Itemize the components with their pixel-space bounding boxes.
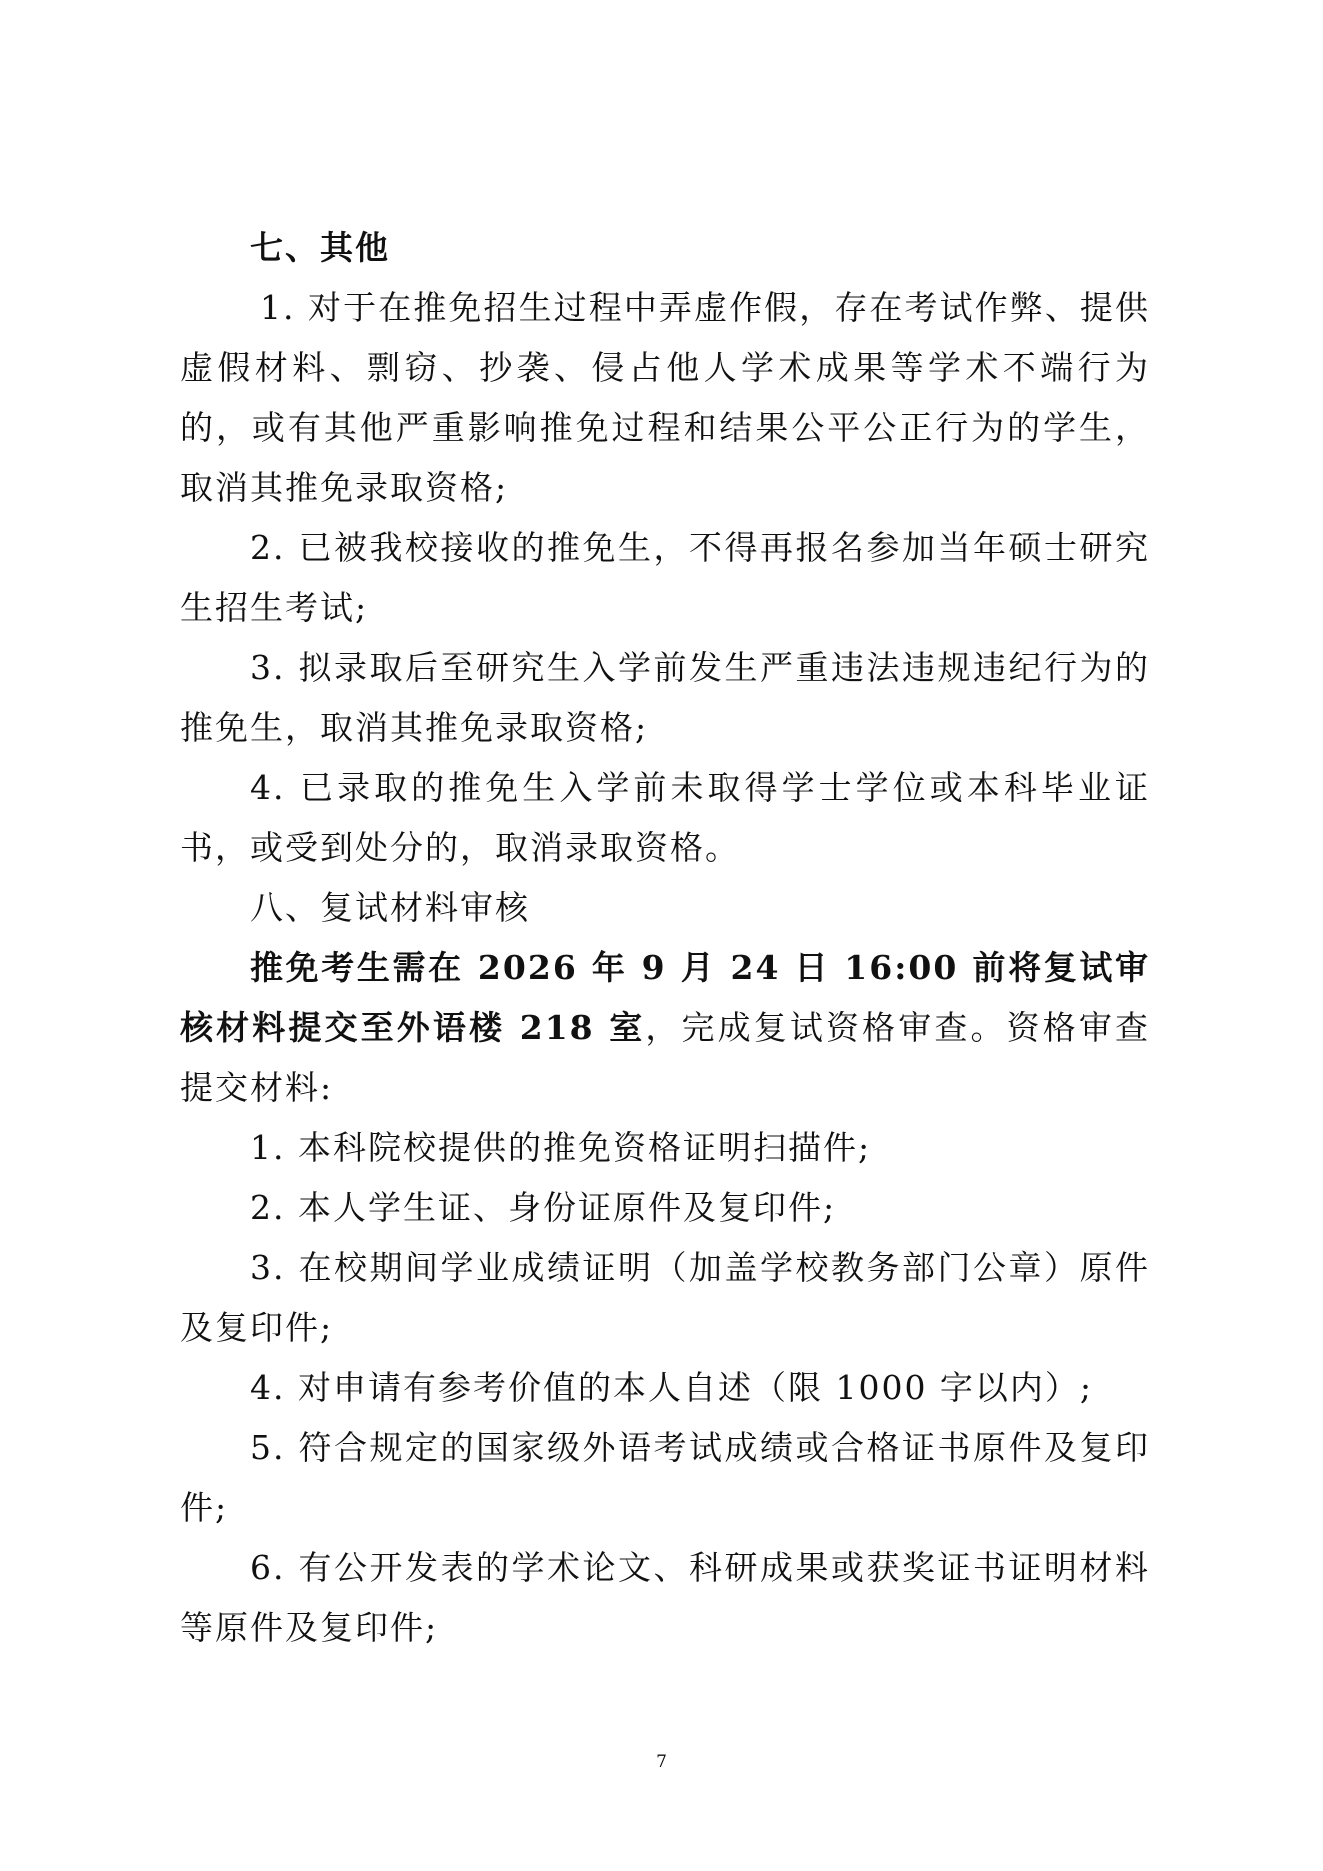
section-8-item-3: 3. 在校期间学业成绩证明（加盖学校教务部门公章）原件及复印件; <box>180 1248 1150 1347</box>
section-8-intro <box>180 938 1150 1118</box>
section-7-item-1: 1. 对于在推免招生过程中弄虚作假，存在考试作弊、提供虚假材料、剽窃、抄袭、侵占他人学术成果等学术不端行为的，或有其他严重影响推免过程和结果公平公正行为的学生，取消其推免录取资格; <box>180 288 1150 507</box>
section-8-item-1: 1. 本科院校提供的推免资格证明扫描件; <box>250 1128 872 1167</box>
page-content <box>180 218 1150 1658</box>
section-8-item-2: 2. 本人学生证、身份证原件及复印件; <box>250 1188 837 1227</box>
section-7-heading: 七、其他 <box>250 228 390 267</box>
section-8-intro-rest: ，完成复试资格审查。资格审查提交材料: <box>180 1008 1150 1107</box>
section-7-item-3: 3. 拟录取后至研究生入学前发生严重违法违规违纪行为的推免生，取消其推免录取资格; <box>180 648 1150 747</box>
section-8-heading: 八、复试材料审核 <box>250 888 530 927</box>
section-8-item-6: 6. 有公开发表的学术论文、科研成果或获奖证书证明材料等原件及复印件; <box>180 1548 1150 1647</box>
section-7-item-2: 2. 已被我校接收的推免生，不得再报名参加当年硕士研究生招生考试; <box>180 528 1150 627</box>
section-8-item-5: 5. 符合规定的国家级外语考试成绩或合格证书原件及复印件; <box>180 1428 1150 1527</box>
section-7-item-4: 4. 已录取的推免生入学前未取得学士学位或本科毕业证书，或受到处分的，取消录取资格。 <box>180 768 1150 867</box>
section-8-item-4: 4. 对申请有参考价值的本人自述（限 1000 字以内）; <box>250 1368 1094 1407</box>
page-number: 7 <box>656 1752 667 1772</box>
section-8-intro-deadline: 推免考生需在 2026 年 9 月 24 日 16:00 前将复试审核材料提交至外语楼 218 室 <box>180 948 1150 1047</box>
